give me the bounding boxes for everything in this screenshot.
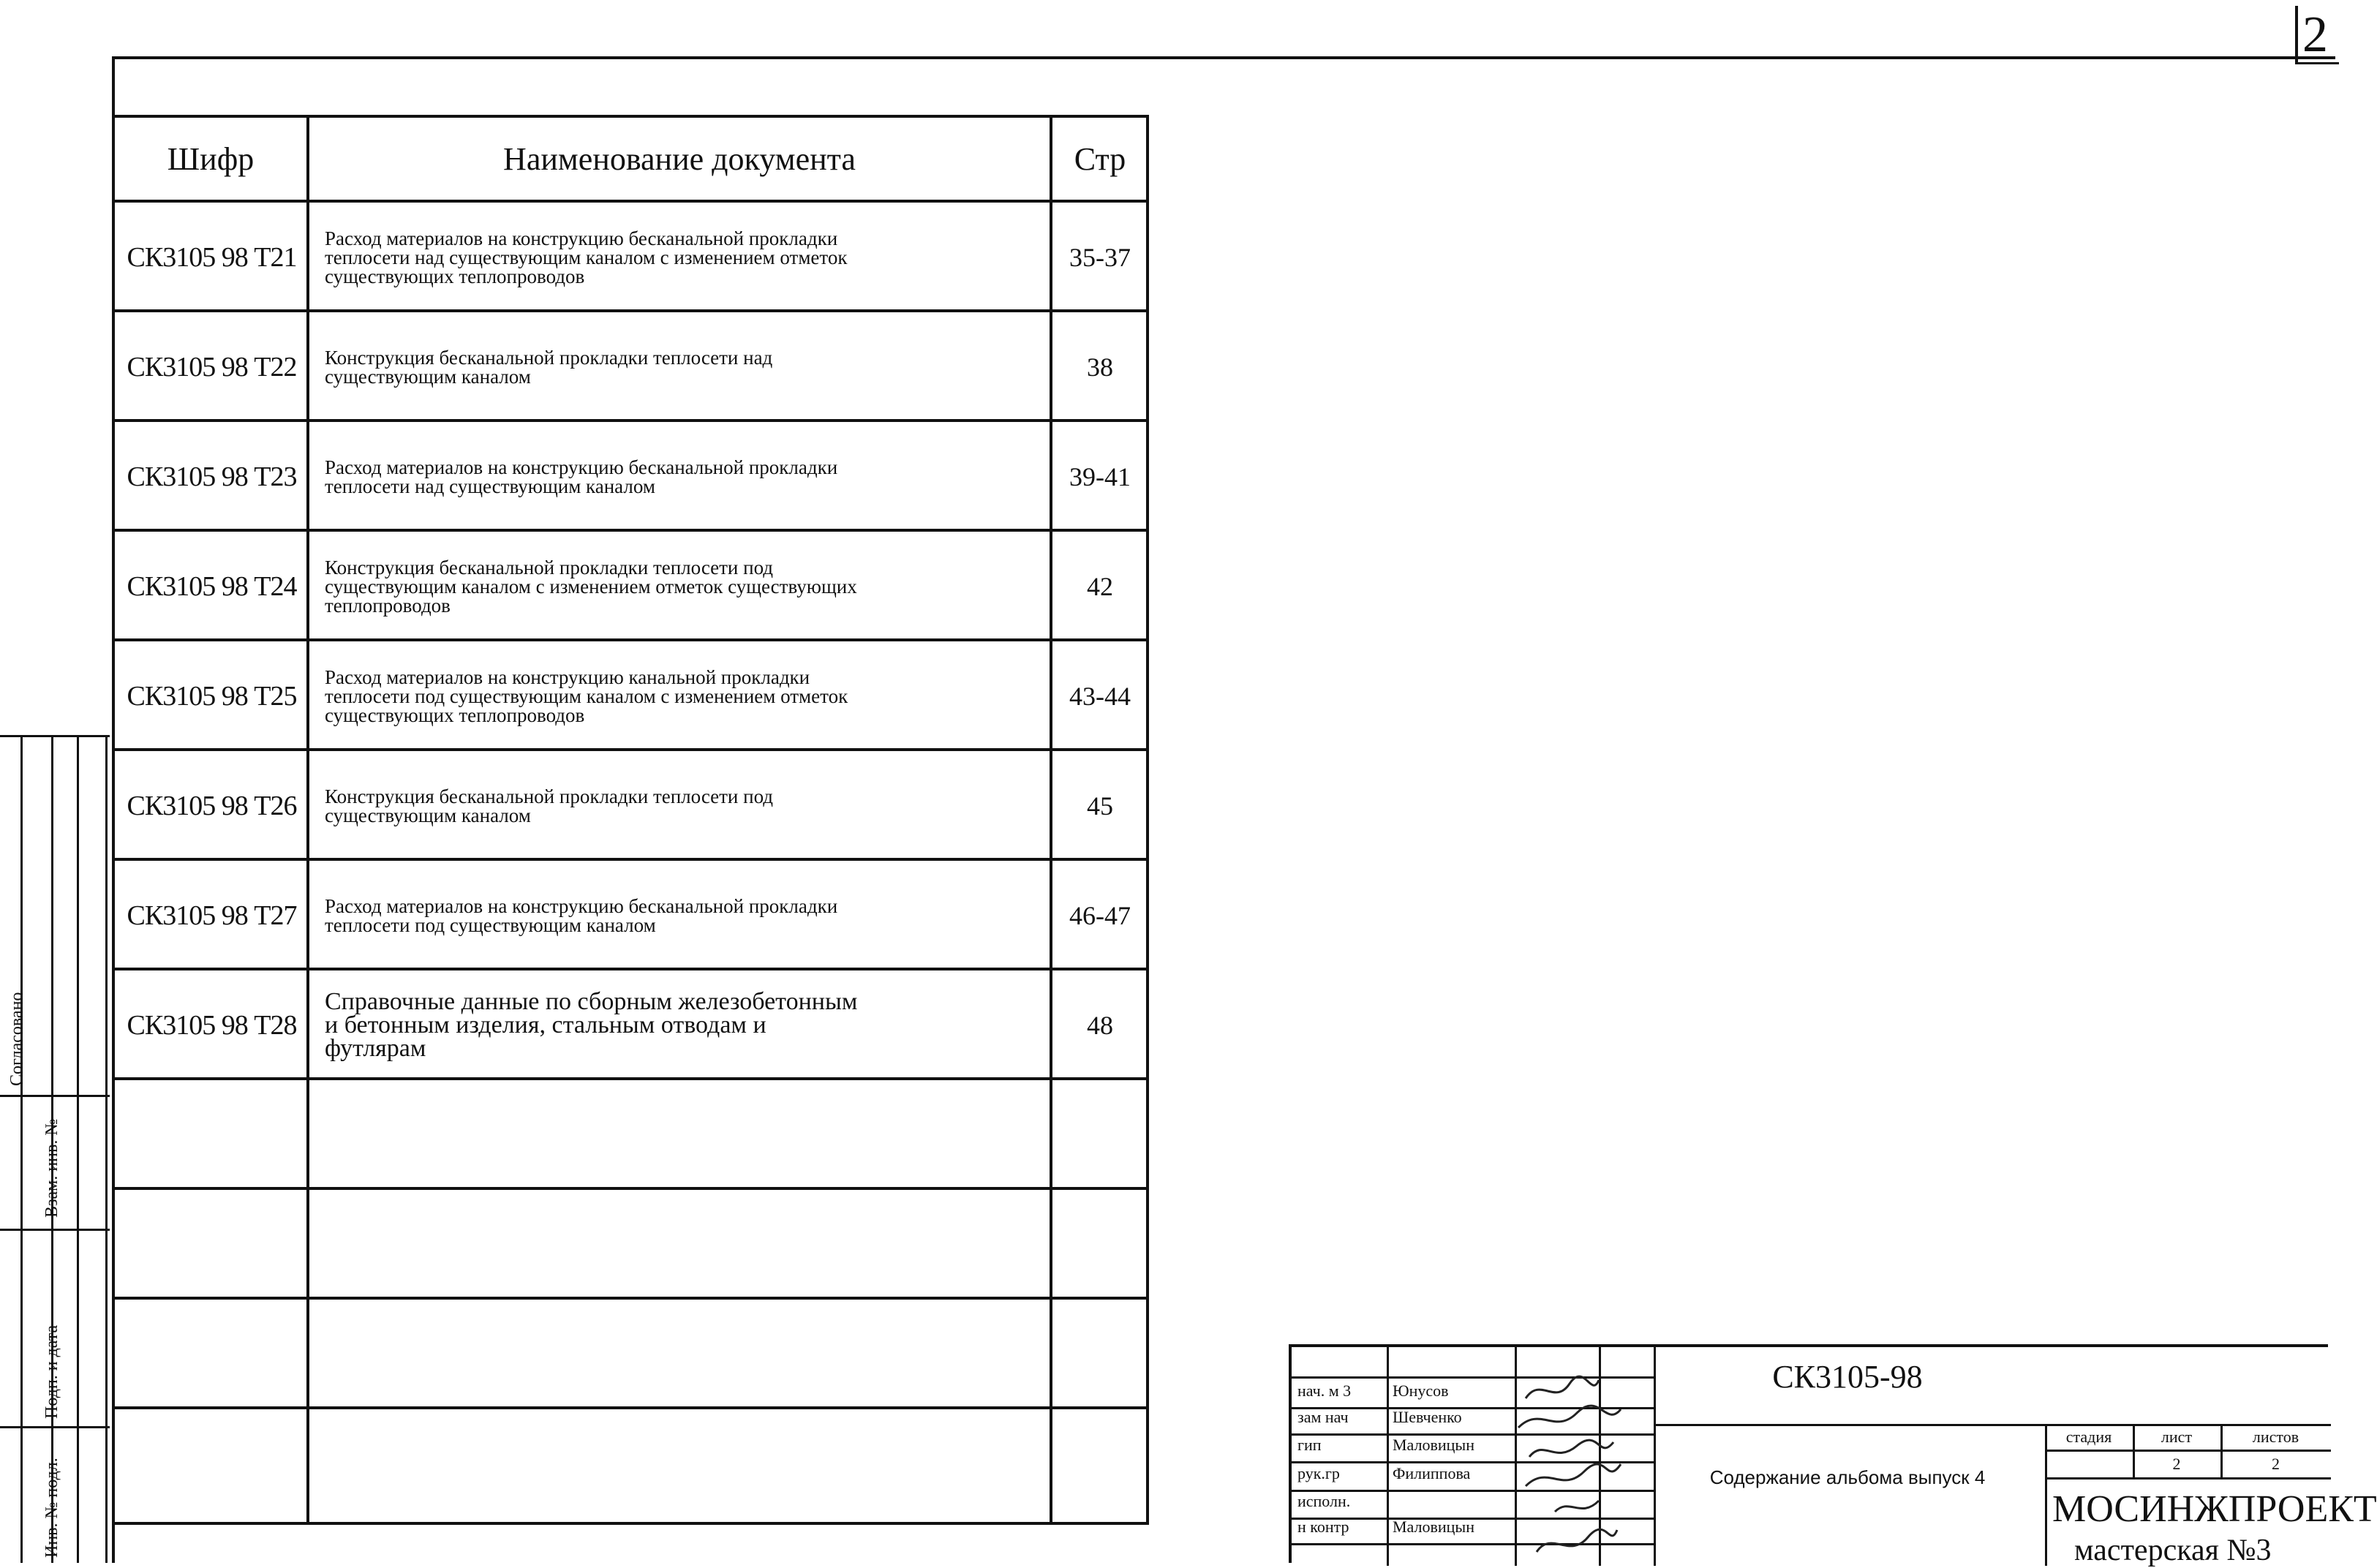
table-row [115, 641, 1146, 751]
role-person: Шевченко [1393, 1408, 1462, 1426]
stage-header: стадия [2065, 1428, 2112, 1446]
sheet-header: лист [2161, 1428, 2193, 1446]
role-person: Маловицын [1393, 1436, 1474, 1454]
row-code: СК3105 98 Т22 [127, 352, 297, 382]
signature-2 [1518, 1406, 1621, 1428]
role-label: нач. м 3 [1297, 1382, 1352, 1400]
header-name: Наименование документа [503, 140, 856, 177]
table-row [115, 532, 1146, 641]
role-label: зам нач [1297, 1408, 1349, 1426]
row-name: Расход материалов на конструкцию бесканальной прокладки теплосети над существующим каналом с изменением отметок существующих теплопроводов [325, 227, 848, 287]
table-row [115, 751, 1146, 861]
row-name: Расход материалов на конструкцию канальной прокладки теплосети под существующим каналом с изменением отметок существующих теплопроводов [325, 666, 848, 726]
document-code: СК3105-98 [1772, 1359, 1923, 1395]
row-page: 43-44 [1069, 682, 1131, 711]
row-page: 39-41 [1069, 462, 1131, 491]
sheets-header: листов [2252, 1428, 2299, 1446]
row-code: СК3105 98 Т24 [127, 571, 297, 602]
approved-label: Согласовано [7, 992, 26, 1086]
table-row [115, 861, 1146, 970]
sign-date-label: Подп. и дата [42, 1324, 61, 1419]
row-name: Конструкция бесканальной прокладки теплосети над существующим каналом [325, 347, 773, 388]
table-row [115, 1080, 1146, 1190]
role-person: Маловицын [1393, 1518, 1474, 1536]
row-code: СК3105 98 Т25 [127, 681, 297, 712]
sheet-value: 2 [2172, 1455, 2181, 1473]
row-page: 46-47 [1069, 901, 1131, 930]
sheet-number: 2 [2295, 6, 2339, 64]
signature-1 [1526, 1376, 1599, 1398]
row-code: СК3105 98 Т27 [127, 900, 297, 931]
row-page: 38 [1087, 353, 1113, 382]
signature-5 [1555, 1501, 1599, 1512]
table-row [115, 422, 1146, 532]
document-title: Содержание альбома выпуск 4 [1709, 1466, 1986, 1488]
signature-4 [1526, 1464, 1621, 1486]
row-code: СК3105 98 Т23 [127, 461, 297, 492]
title-block [1289, 1344, 2377, 1567]
header-page: Стр [1074, 140, 1126, 177]
table-row [115, 1300, 1146, 1409]
signatures-graphic [1511, 1376, 1679, 1566]
row-code: СК3105 98 Т26 [127, 791, 297, 821]
contents-table [112, 115, 1149, 1525]
table-row [115, 1190, 1146, 1300]
row-page: 35-37 [1069, 243, 1131, 272]
side-stamp [0, 735, 110, 1563]
role-label: н контр [1297, 1518, 1349, 1536]
signature-6 [1537, 1529, 1617, 1552]
role-label: исполн. [1297, 1492, 1351, 1510]
row-name: Расход материалов на конструкцию бесканальной прокладки теплосети под существующим каналом [325, 895, 838, 936]
row-name: Справочные данные по сборным железобетонным и бетонным изделия, стальным отводам и футлярам [325, 988, 858, 1062]
header-code: Шифр [167, 140, 255, 177]
row-name: Конструкция бесканальной прокладки теплосети под существующим каналом с изменением отметок существующих теплопроводов [325, 557, 857, 617]
signature-3 [1529, 1440, 1613, 1457]
table-row [115, 1409, 1146, 1519]
role-label: гип [1297, 1436, 1322, 1454]
organization-name: МОСИНЖПРОЕКТ [2052, 1488, 2377, 1530]
row-page: 42 [1087, 572, 1113, 601]
row-page: 48 [1087, 1011, 1113, 1040]
role-person: Юнусов [1393, 1382, 1449, 1400]
role-person: Филиппова [1393, 1464, 1471, 1482]
table-row [115, 312, 1146, 422]
row-page: 45 [1087, 791, 1113, 821]
replaced-inv-label: Взам. инв. № [42, 1118, 61, 1218]
inv-number-label: Инв. № подл. [42, 1458, 61, 1558]
row-code: СК3105 98 Т21 [127, 242, 297, 273]
role-label: рук.гр [1297, 1464, 1340, 1482]
sheets-value: 2 [2272, 1455, 2280, 1473]
row-name: Конструкция бесканальной прокладки теплосети под существующим каналом [325, 785, 774, 826]
table-row [115, 970, 1146, 1080]
row-name: Расход материалов на конструкцию бесканальной прокладки теплосети над существующим каналом [325, 456, 838, 497]
row-code: СК3105 98 Т28 [127, 1010, 297, 1041]
table-row [115, 203, 1146, 312]
workshop-name: мастерская №3 [2074, 1534, 2272, 1567]
